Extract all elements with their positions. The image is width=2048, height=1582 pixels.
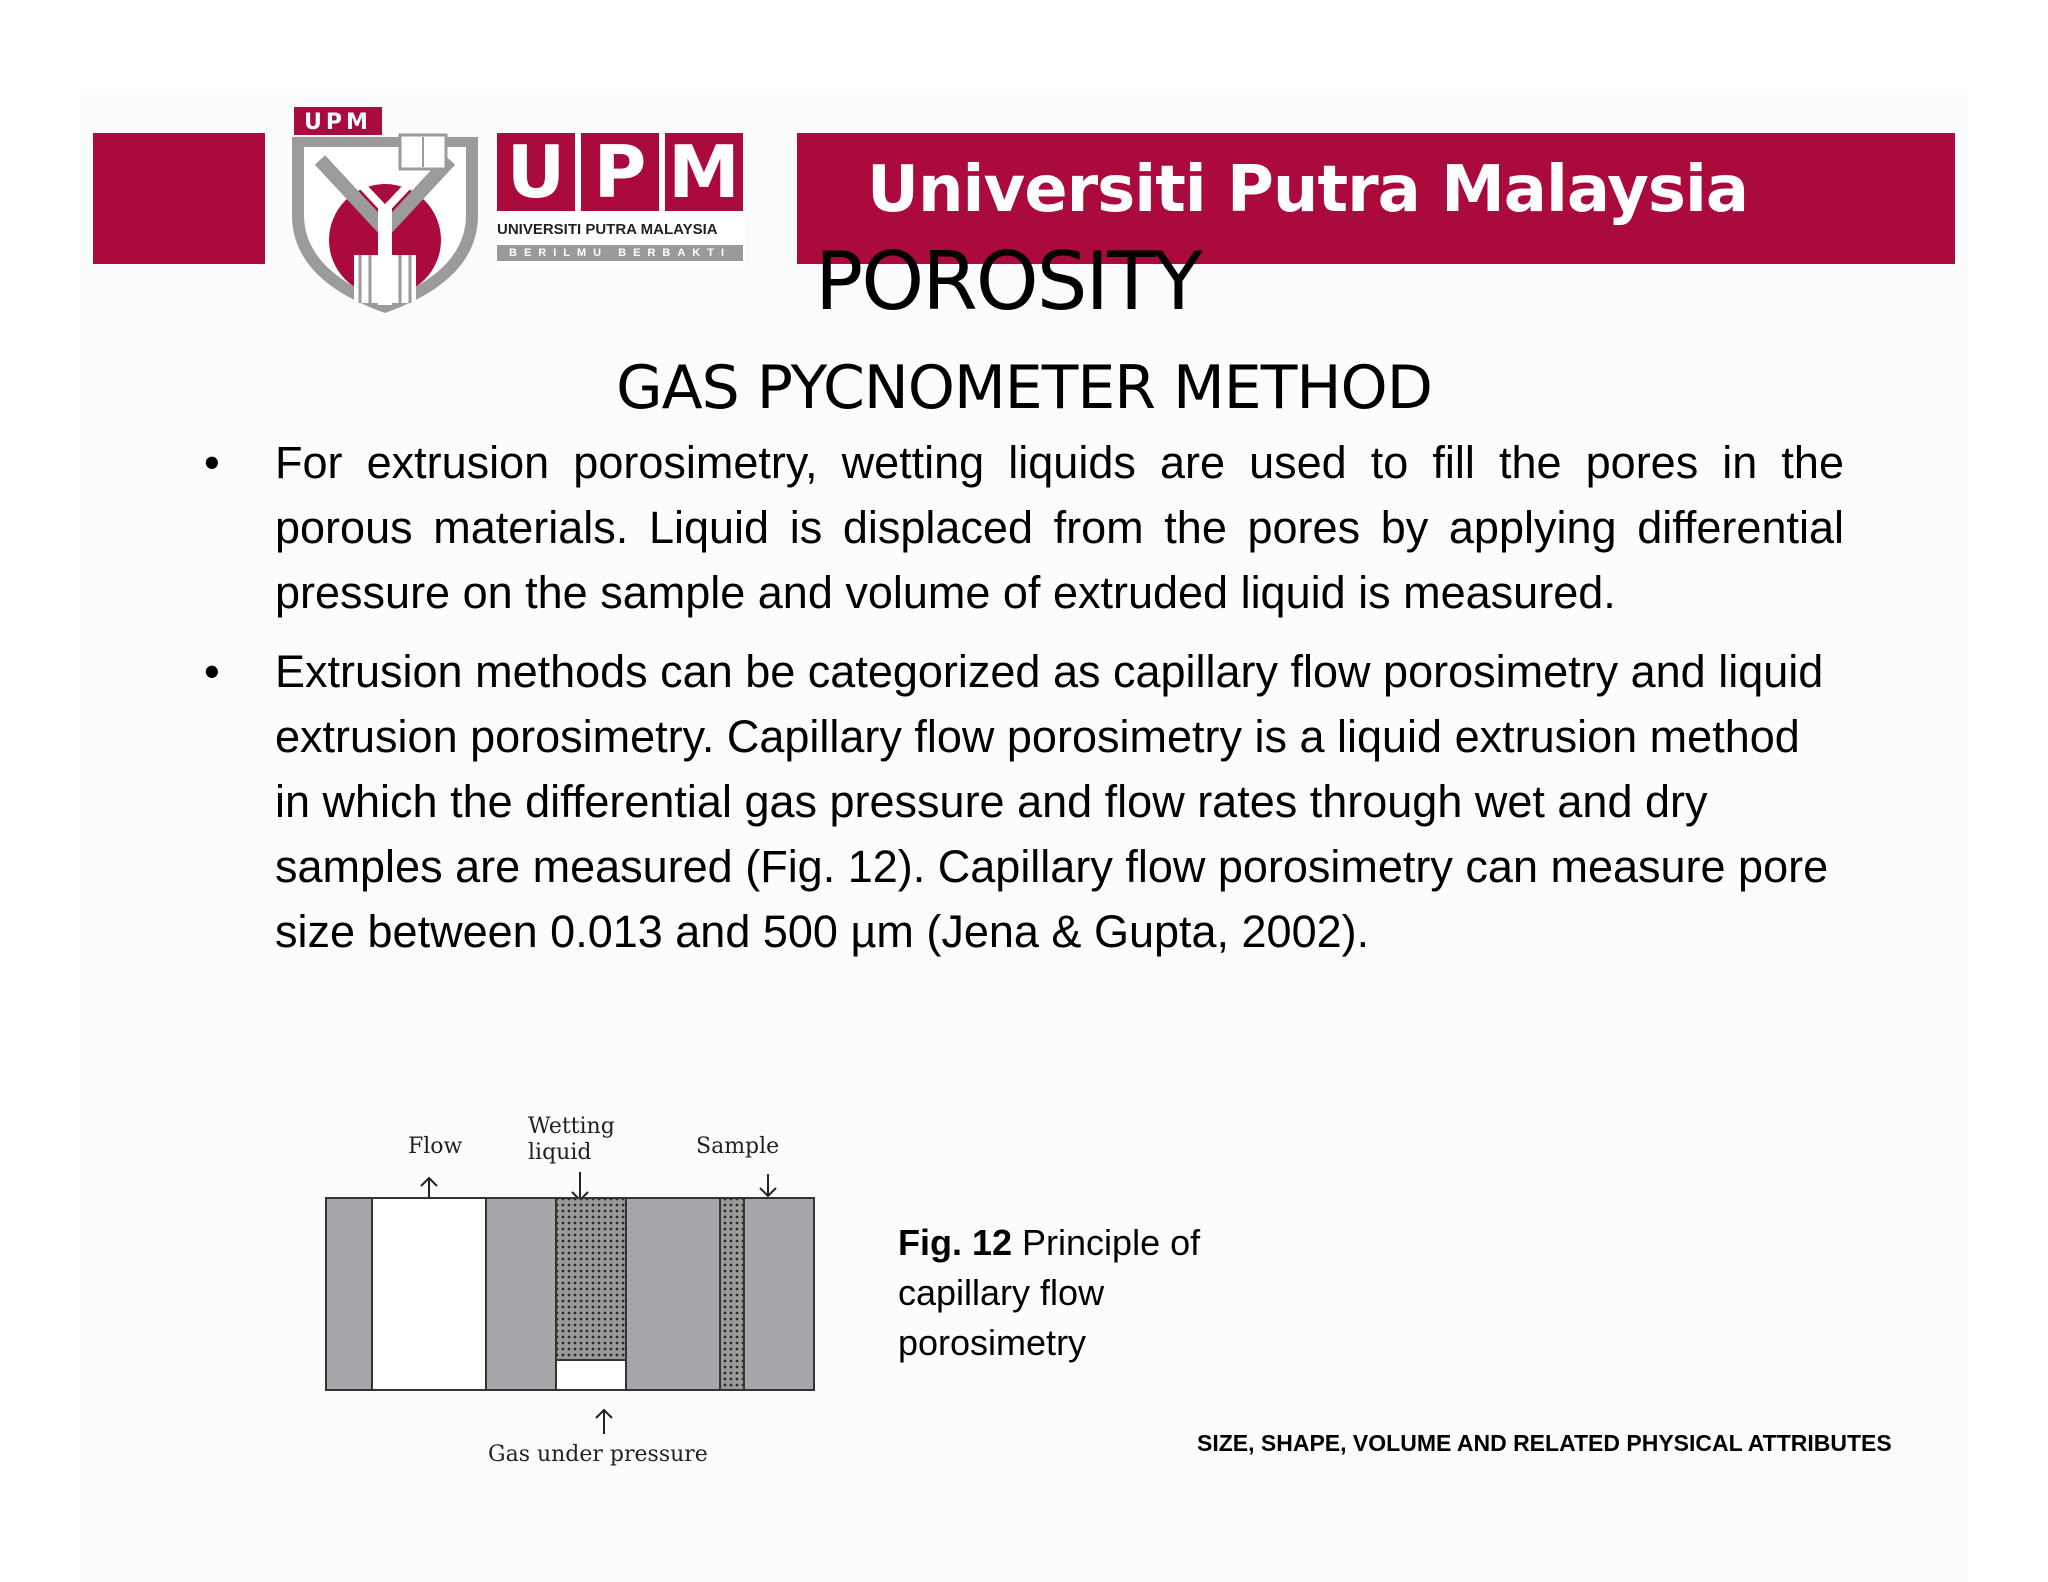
- figure-label-wetting: Wetting: [528, 1114, 615, 1139]
- wetting-arrow-icon: [572, 1172, 588, 1200]
- figure-label-liquid: liquid: [528, 1140, 592, 1165]
- logo-letter-u: U: [497, 133, 575, 211]
- bullet-list: [200, 430, 1844, 964]
- logo-motto: BERILMU BERBAKTI: [497, 245, 743, 261]
- logo-letter-m: M: [665, 133, 743, 211]
- figure-label-gas: Gas under pressure: [488, 1442, 708, 1467]
- bullet-text: Extrusion methods can be categorized as capillary flow porosimetry and liquid extrusion porosimetry. Capillary flow porosimetry is a liquid extrusion method in which the differential gas pressure and flow rates through wet and dry samples are measured (Fig. 12). Capillary flow porosimetry can measure pore size between 0.013 and 500 µm (Jena & Gupta, 2002).: [275, 646, 1829, 957]
- bullet-text: For extrusion porosimetry, wetting liquids are used to fill the pores in the porous materials. Liquid is displaced from the pores by applying differential pressure on the sample and volume of extruded liquid is measured.: [275, 437, 1844, 618]
- crest-label: UPM: [304, 110, 372, 135]
- gas-arrow-icon: [596, 1410, 612, 1434]
- slide-title: POROSITY: [815, 235, 1201, 328]
- figure-caption: [898, 1218, 1258, 1368]
- figure-label-sample: Sample: [696, 1134, 780, 1159]
- bullet-dot-icon: •: [204, 437, 220, 488]
- logo-university-name: UNIVERSITI PUTRA MALAYSIA: [497, 221, 718, 238]
- university-banner-text: Universiti Putra Malaysia: [867, 153, 1749, 227]
- porosimetry-diagram: [320, 1112, 820, 1472]
- capillary-flow-figure: [320, 1112, 820, 1472]
- logo-letter-p: P: [581, 133, 659, 211]
- bullet-item: [200, 639, 1844, 964]
- sample-arrow-icon: [760, 1174, 776, 1196]
- figure-caption-number: Fig. 12: [898, 1222, 1013, 1263]
- bullet-dot-icon: •: [204, 646, 220, 697]
- bullet-item: [200, 430, 1844, 625]
- slide-footer: SIZE, SHAPE, VOLUME AND RELATED PHYSICAL ATTRIBUTES: [1197, 1430, 1892, 1456]
- header-bar-left: [93, 133, 265, 264]
- figure-label-flow: Flow: [408, 1134, 463, 1159]
- figure-caption-text: Principle of capillary flow porosimetry: [898, 1222, 1201, 1363]
- upm-logo: [497, 130, 745, 268]
- slide-subtitle: GAS PYCNOMETER METHOD: [616, 353, 1432, 423]
- upm-crest-logo: [290, 105, 480, 315]
